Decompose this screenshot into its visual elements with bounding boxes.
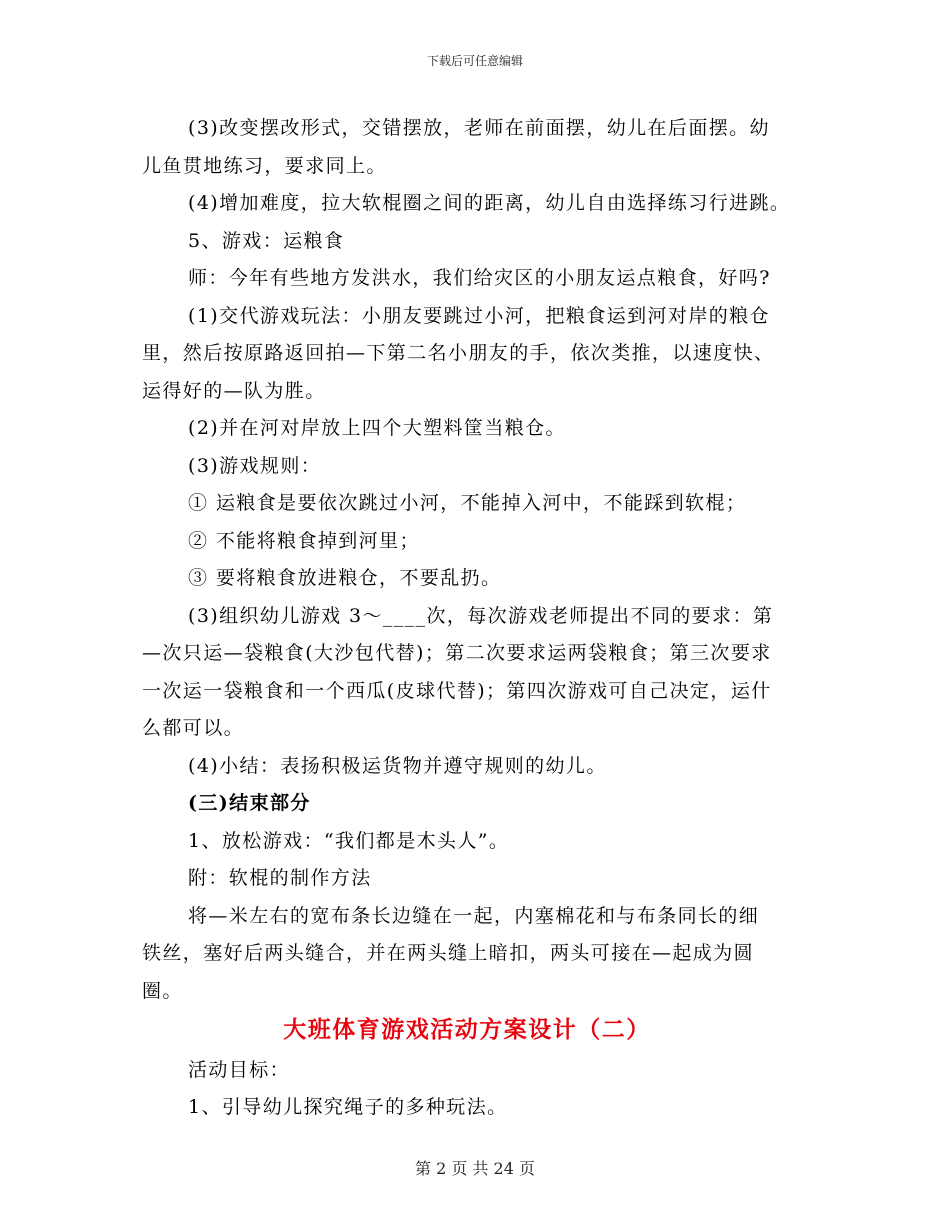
paragraph-line: (3)游戏规则： — [188, 454, 322, 477]
paragraph-line: 里，然后按原路返回拍—下第二名小朋友的手，依次类推，以速度快、 — [142, 342, 775, 364]
paragraph-line: 一次运一袋粮食和一个西瓜(皮球代替)；第四次游戏可自己决定，运什 — [142, 679, 772, 702]
paragraph-line: ② 不能将粮食掉到河里； — [188, 529, 420, 552]
page-header: 下载后可任意编辑 — [426, 54, 523, 68]
paragraph-line: 1、引导幼儿探究绳子的多种玩法。 — [188, 1096, 508, 1118]
paragraph-line: 圈。 — [142, 979, 183, 1002]
paragraph-line: (2)并在河对岸放上四个大塑料筐当粮仓。 — [188, 417, 566, 439]
section-title: 大班体育游戏活动方案设计（二） — [283, 1017, 651, 1043]
paragraph-line: —次只运—袋粮食(大沙包代替)；第二次要求运两袋粮食；第三次要求 — [142, 642, 772, 664]
paragraph-line: 1、放松游戏：“我们都是木头人”。 — [188, 829, 510, 852]
paragraph-line: ① 运粮食是要依次跳过小河，不能掉入河中，不能踩到软棍； — [188, 492, 747, 514]
paragraph-line: (4)增加难度，拉大软棍圈之间的距离，幼儿自由选择练习行进跳。 — [188, 192, 791, 214]
paragraph-line: 附：软棍的制作方法 — [188, 867, 372, 889]
document-body — [142, 110, 822, 1127]
paragraph-line: 活动目标： — [188, 1058, 291, 1081]
paragraph-line: (3)组织幼儿游戏 3～____次，每次游戏老师提出不同的要求：第 — [188, 604, 774, 627]
paragraph-line: 将—米左右的宽布条长边缝在一起，内塞棉花和与布条同长的细 — [188, 904, 760, 927]
paragraph-line: 运得好的—队为胜。 — [142, 379, 326, 402]
paragraph-line: 铁丝，塞好后两头缝合，并在两头缝上暗扣，两头可接在—起成为圆 — [142, 942, 755, 964]
paragraph-line: 5、游戏：运粮食 — [188, 229, 345, 252]
paragraph-line: (4)小结：表扬积极运货物并遵守规则的幼儿。 — [188, 754, 607, 777]
paragraph-line: 么都可以。 — [142, 717, 245, 739]
paragraph-line: 儿鱼贯地练习，要求同上。 — [142, 154, 387, 177]
paragraph-line: ③ 要将粮食放进粮仓，不要乱扔。 — [188, 567, 502, 589]
section-heading: (三)结束部分 — [188, 792, 311, 814]
page-footer: 第 2 页 共 24 页 — [415, 1159, 535, 1178]
paragraph-line: 师：今年有些地方发洪水，我们给灾区的小朋友运点粮食，好吗? — [188, 267, 771, 289]
paragraph-line: (1)交代游戏玩法：小朋友要跳过小河，把粮食运到河对岸的粮仓 — [188, 304, 770, 327]
paragraph-line: (3)改变摆改形式，交错摆放，老师在前面摆，幼儿在后面摆。幼 — [188, 117, 770, 139]
